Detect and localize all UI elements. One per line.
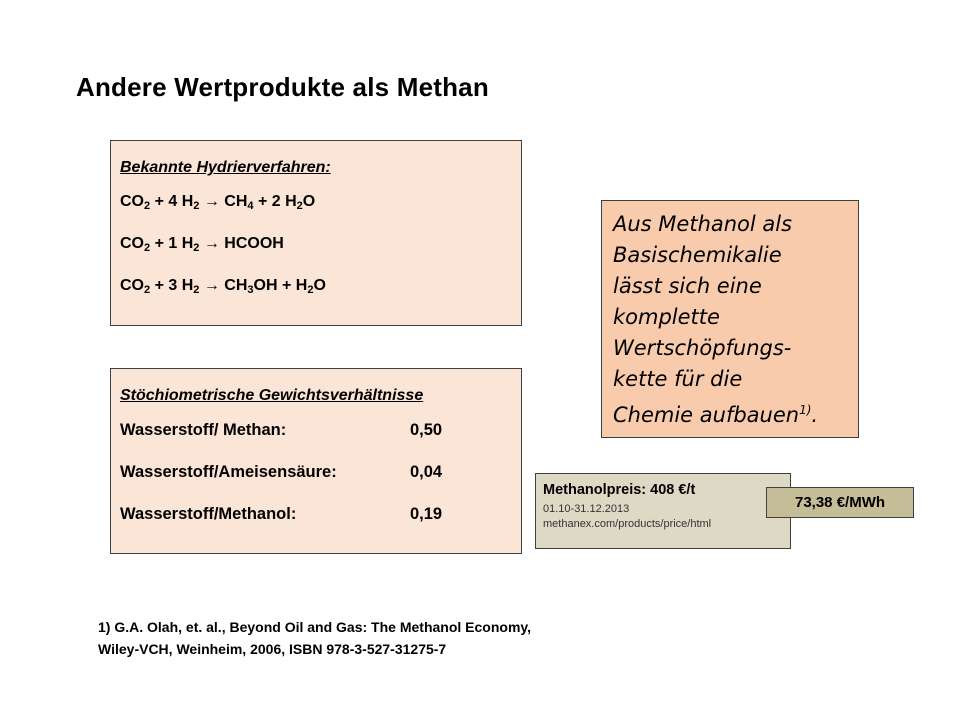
stoech-heading: Stöchiometrische Gewichtsverhältnisse [120,387,424,404]
quote-line: Aus Methanol als [613,212,793,236]
equation-methanol: $CO_2 + 3$ $H_2 \to CH_3OH + H_2O$ [120,277,326,296]
quote-line: kette für die [613,367,743,391]
methanol-quote-box [601,200,859,438]
footnote [98,616,531,660]
ratio-label: Wasserstoff/ Methan: [120,421,287,439]
price-source: methanex.com/products/price/html [543,518,712,530]
footnote-line: 1) G.A. Olah, et. al., Beyond Oil and Gas: The Methanol Economy, [98,619,532,635]
quote-line: Chemie aufbauen$^{1)}$. [613,403,819,427]
ratio-row [120,419,521,461]
methanol-price-box [535,473,791,549]
equation-formic-acid: $CO_2 + 1$ $H_2$ → HCOOH [120,235,284,254]
arrow-icon: → [199,235,225,252]
quote-line: Basischemikalie [613,243,782,267]
ratio-label: Wasserstoff/Methanol: [120,505,297,523]
hydrier-heading: Bekannte Hydrierverfahren: [120,159,331,176]
price-per-mwh: 73,38 €/MWh [766,487,914,518]
price-date: 01.10-31.12.2013 [543,503,630,515]
ratio-row [120,503,521,545]
quote-line: lässt sich eine [613,274,762,298]
price-main: Methanolpreis: 408 €/t [543,482,696,498]
hydrierverfahren-box [110,140,522,326]
ratio-row [120,461,521,503]
ratio-value: 0,19 [410,505,443,523]
quote-line: komplette [613,305,720,329]
ratio-value: 0,04 [410,463,443,481]
footnote-line: Wiley-VCH, Weinheim, 2006, ISBN 978-3-527-31275-7 [98,641,447,657]
quote-line: Wertschöpfungs- [613,336,792,360]
ratio-label: Wasserstoff/Ameisensäure: [120,463,337,481]
stoechiometrie-box [110,368,522,554]
arrow-icon: → [199,277,225,294]
footnote-ref: 1) [799,403,812,417]
arrow-icon: → [199,193,225,210]
slide-title: Andere Wertprodukte als Methan [76,72,489,102]
ratio-value: 0,50 [410,421,443,439]
equation-methane: $CO_2 + 4$ $H_2 \to CH_4 + 2$ $H_2O$ [120,193,316,212]
